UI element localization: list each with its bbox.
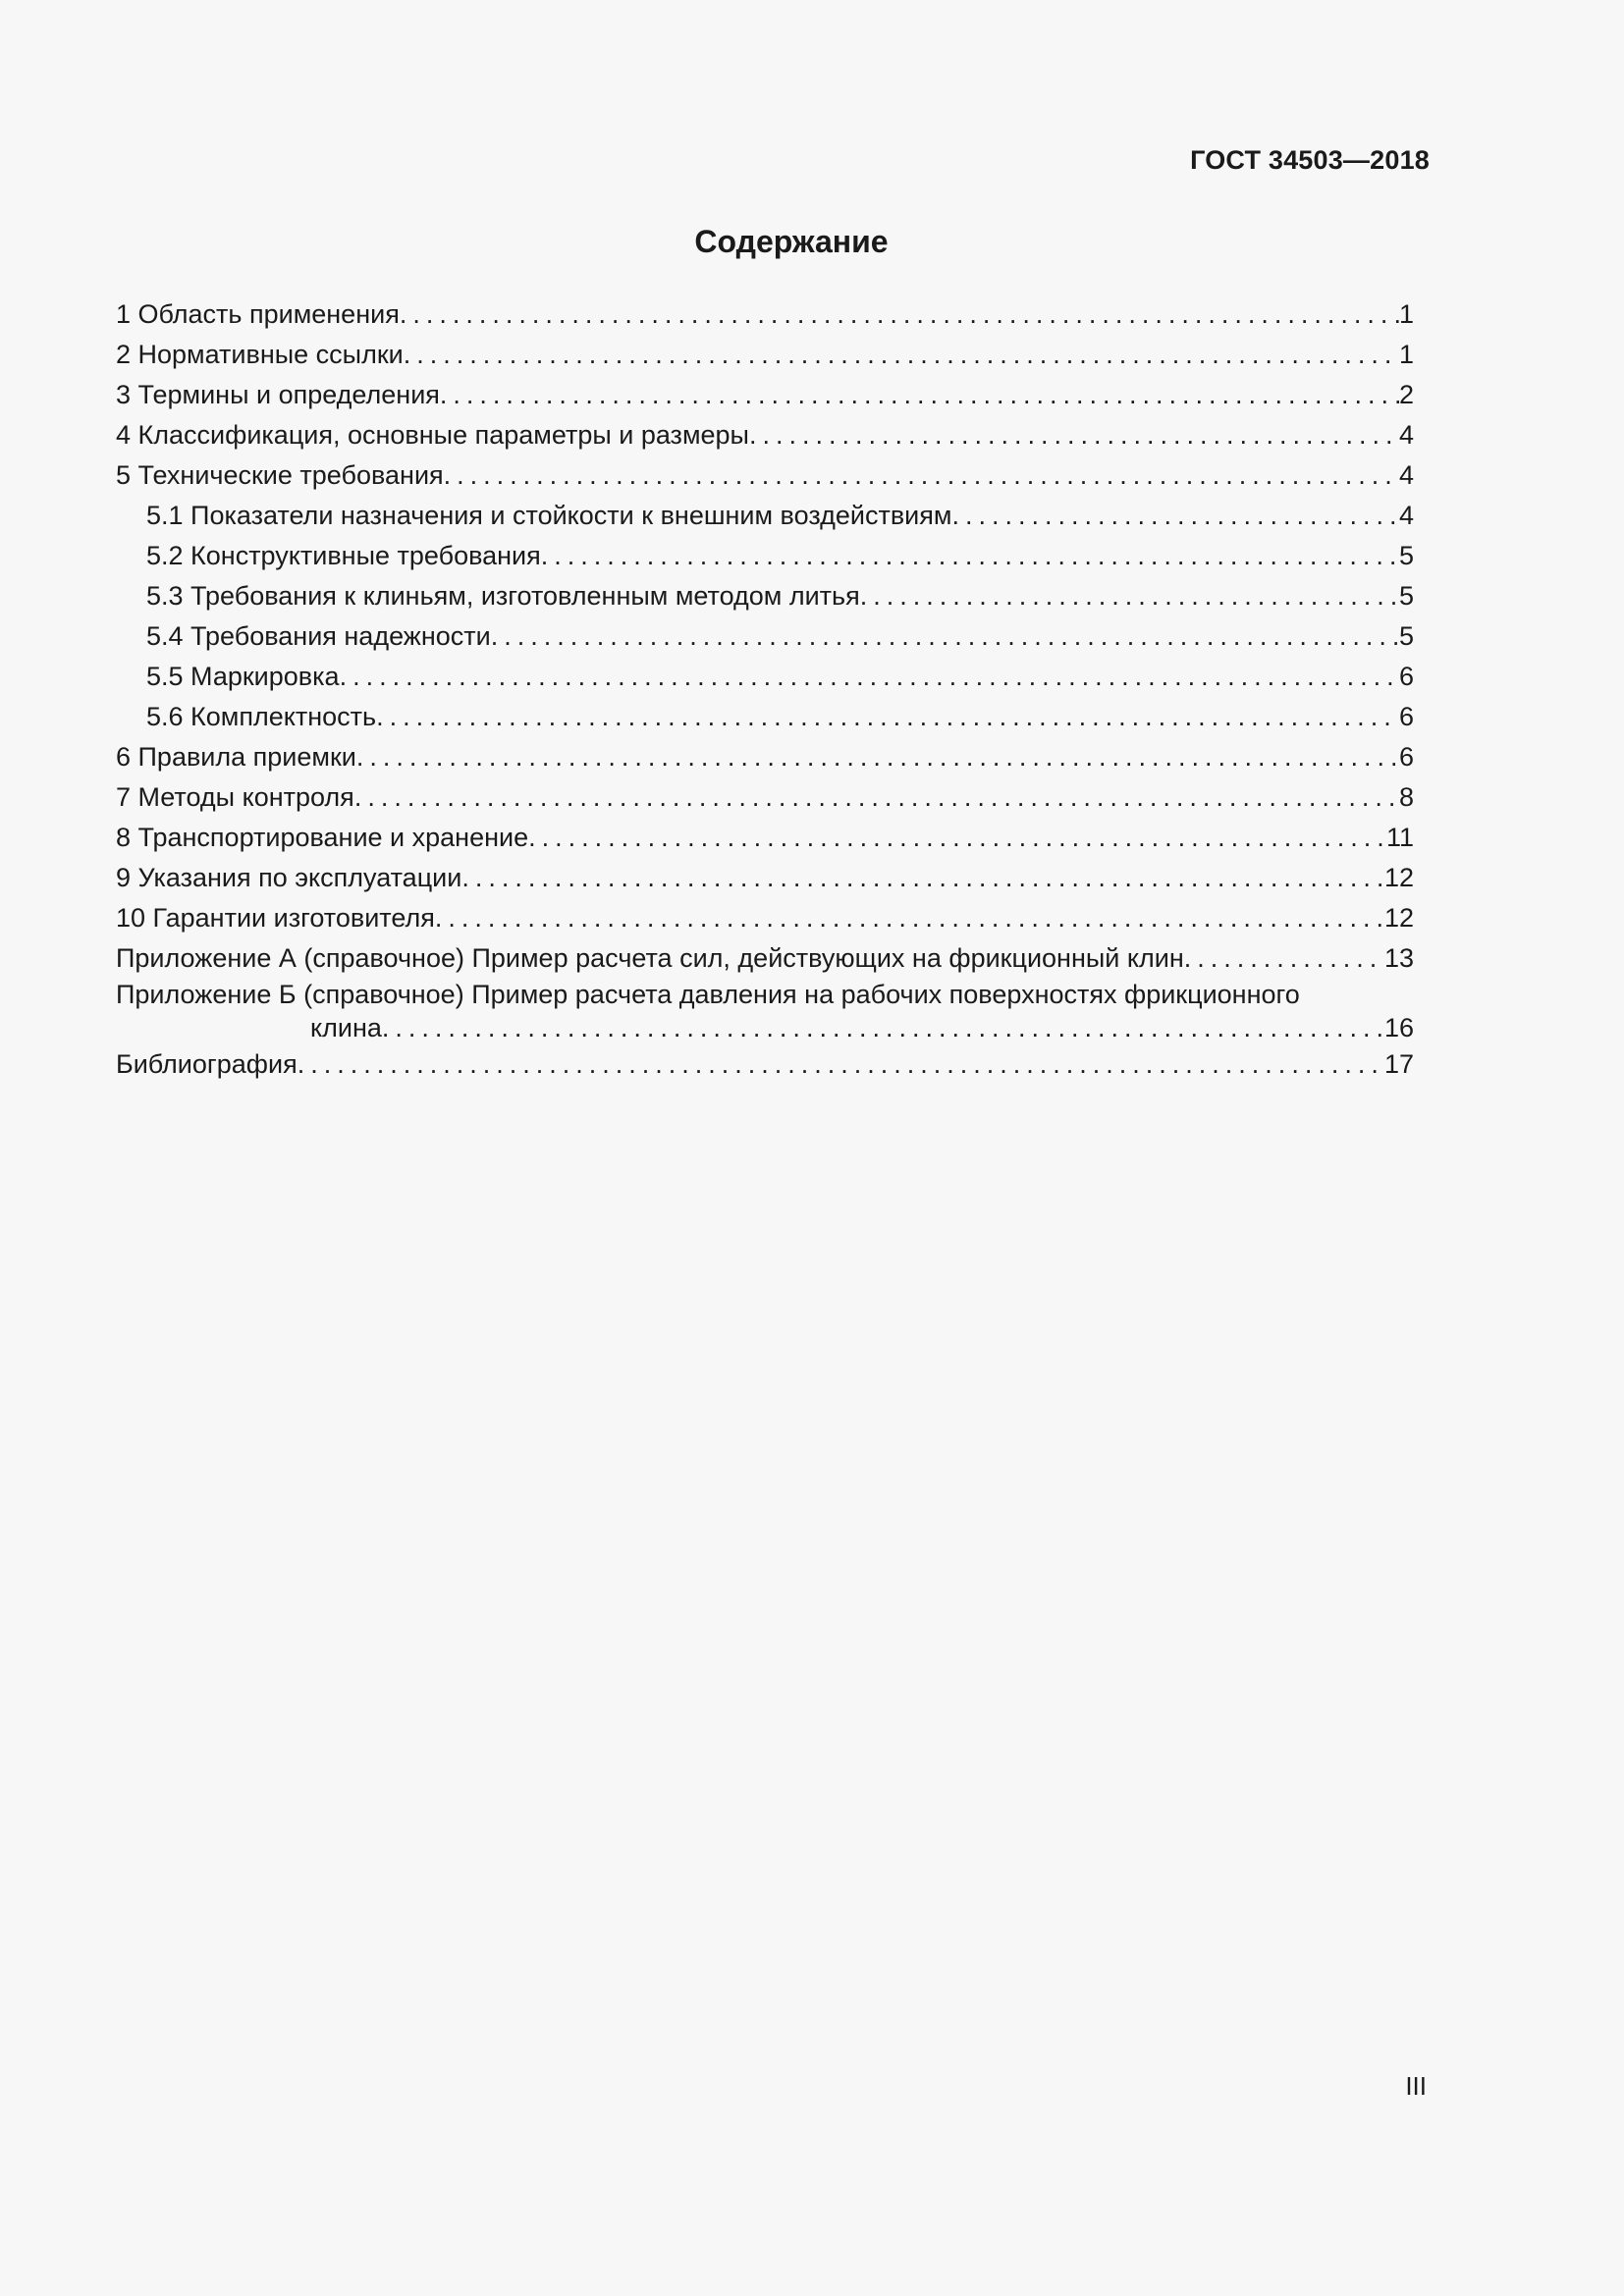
toc-entry-label: 7 Методы контроля	[116, 782, 354, 812]
toc-entry-page: 5	[1398, 621, 1414, 651]
toc-entry-page: 1	[1398, 299, 1414, 329]
toc-entry-page: 1	[1398, 340, 1414, 369]
toc-entry-page: 5	[1398, 541, 1414, 570]
toc-entry-appendix-b[interactable]	[116, 979, 1414, 1044]
toc-entry[interactable]	[116, 858, 1414, 898]
toc-entry-label: 3 Термины и определения	[116, 380, 440, 409]
toc-entry-label: 2 Нормативные ссылки	[116, 340, 404, 369]
toc-entry-label: 10 Гарантии изготовителя	[116, 903, 435, 933]
toc-leader-dots	[461, 858, 1384, 898]
toc-entry-label: Приложение А (справочное) Пример расчета сил, действующих на фрикционный клин	[116, 943, 1184, 973]
toc-subentry[interactable]	[116, 657, 1414, 697]
toc-entry-label: 5.5 Маркировка	[146, 662, 340, 691]
toc-entry-page: 12	[1383, 903, 1414, 933]
toc-leader-dots	[749, 415, 1399, 455]
toc-leader-dots	[951, 496, 1399, 536]
toc-entry-page: 6	[1398, 702, 1414, 731]
toc-leader-dots	[860, 576, 1399, 616]
toc-leader-dots	[440, 375, 1399, 415]
toc-entry-page: 4	[1398, 501, 1414, 530]
toc-leader-dots	[400, 294, 1399, 335]
toc-leader-dots	[404, 335, 1399, 375]
toc-leader-dots	[340, 657, 1399, 697]
toc-entry-continuation	[116, 1011, 1414, 1044]
toc-entry[interactable]	[116, 375, 1414, 415]
toc-entry-label: 9 Указания по эксплуатации	[116, 863, 462, 892]
toc-entry-label: Приложение Б (справочное) Пример расчета давления на рабочих поверхностях фрикционного	[116, 980, 1300, 1009]
toc-leader-dots	[528, 818, 1386, 858]
toc-entry-page: 6	[1398, 742, 1414, 772]
toc-entry[interactable]	[116, 777, 1414, 818]
toc-entry-bibliography[interactable]	[116, 1044, 1414, 1085]
toc-entry-label: 5.2 Конструктивные требования	[146, 541, 541, 570]
toc-subentry[interactable]	[116, 697, 1414, 737]
toc-entry-appendix-a[interactable]	[116, 938, 1414, 979]
toc-leader-dots	[298, 1044, 1384, 1085]
toc-entry[interactable]	[116, 294, 1414, 335]
toc-leader-dots	[444, 455, 1399, 496]
toc-entry-page: 16	[1383, 1013, 1414, 1042]
toc-leader-dots	[491, 616, 1399, 657]
table-of-contents	[116, 294, 1414, 1085]
toc-entry-page: 5	[1398, 581, 1414, 611]
toc-entry-page: 11	[1385, 823, 1414, 852]
toc-entry-page: 2	[1398, 380, 1414, 409]
toc-entry-label: 8 Транспортирование и хранение	[116, 823, 529, 852]
toc-entry-label: 5.4 Требования надежности	[146, 621, 491, 651]
toc-entry-label: 5 Технические требования	[116, 460, 444, 490]
toc-entry-page: 4	[1398, 460, 1414, 490]
toc-entry-label: 5.1 Показатели назначения и стойкости к внешним воздействиям	[146, 501, 952, 530]
toc-leader-dots	[354, 777, 1399, 818]
toc-entry-page: 12	[1383, 863, 1414, 892]
toc-leader-dots	[376, 697, 1399, 737]
toc-subentry[interactable]	[116, 616, 1414, 657]
toc-entry-label: Библиография	[116, 1049, 298, 1079]
toc-entry-label: 1 Область применения	[116, 299, 400, 329]
toc-entry-label: 5.3 Требования к клиньям, изготовленным методом литья	[146, 581, 860, 611]
toc-entry-page: 4	[1398, 420, 1414, 450]
toc-entry-label: 5.6 Комплектность	[146, 702, 377, 731]
toc-subentry[interactable]	[116, 496, 1414, 536]
document-code: ГОСТ 34503—2018	[1190, 145, 1430, 175]
toc-entry[interactable]	[116, 335, 1414, 375]
toc-entry-page: 17	[1383, 1049, 1414, 1079]
toc-subentry[interactable]	[116, 576, 1414, 616]
toc-entry[interactable]	[116, 455, 1414, 496]
toc-subentry[interactable]	[116, 536, 1414, 576]
toc-entry[interactable]	[116, 898, 1414, 938]
toc-entry-label-continuation: клина	[310, 1013, 382, 1042]
toc-entry[interactable]	[116, 818, 1414, 858]
toc-leader-dots	[435, 898, 1384, 938]
toc-leader-dots	[382, 1011, 1384, 1044]
toc-entry-page: 6	[1398, 662, 1414, 691]
toc-leader-dots	[541, 536, 1399, 576]
toc-leader-dots	[356, 737, 1399, 777]
page-number: III	[1405, 2071, 1427, 2101]
toc-entry-page: 13	[1383, 943, 1414, 973]
toc-entry-page: 8	[1398, 782, 1414, 812]
toc-entry-label: 4 Классификация, основные параметры и размеры	[116, 420, 749, 450]
toc-title: Содержание	[694, 224, 889, 259]
toc-leader-dots	[1184, 938, 1384, 979]
toc-entry-label: 6 Правила приемки	[116, 742, 356, 772]
toc-entry[interactable]	[116, 737, 1414, 777]
toc-entry[interactable]	[116, 415, 1414, 455]
